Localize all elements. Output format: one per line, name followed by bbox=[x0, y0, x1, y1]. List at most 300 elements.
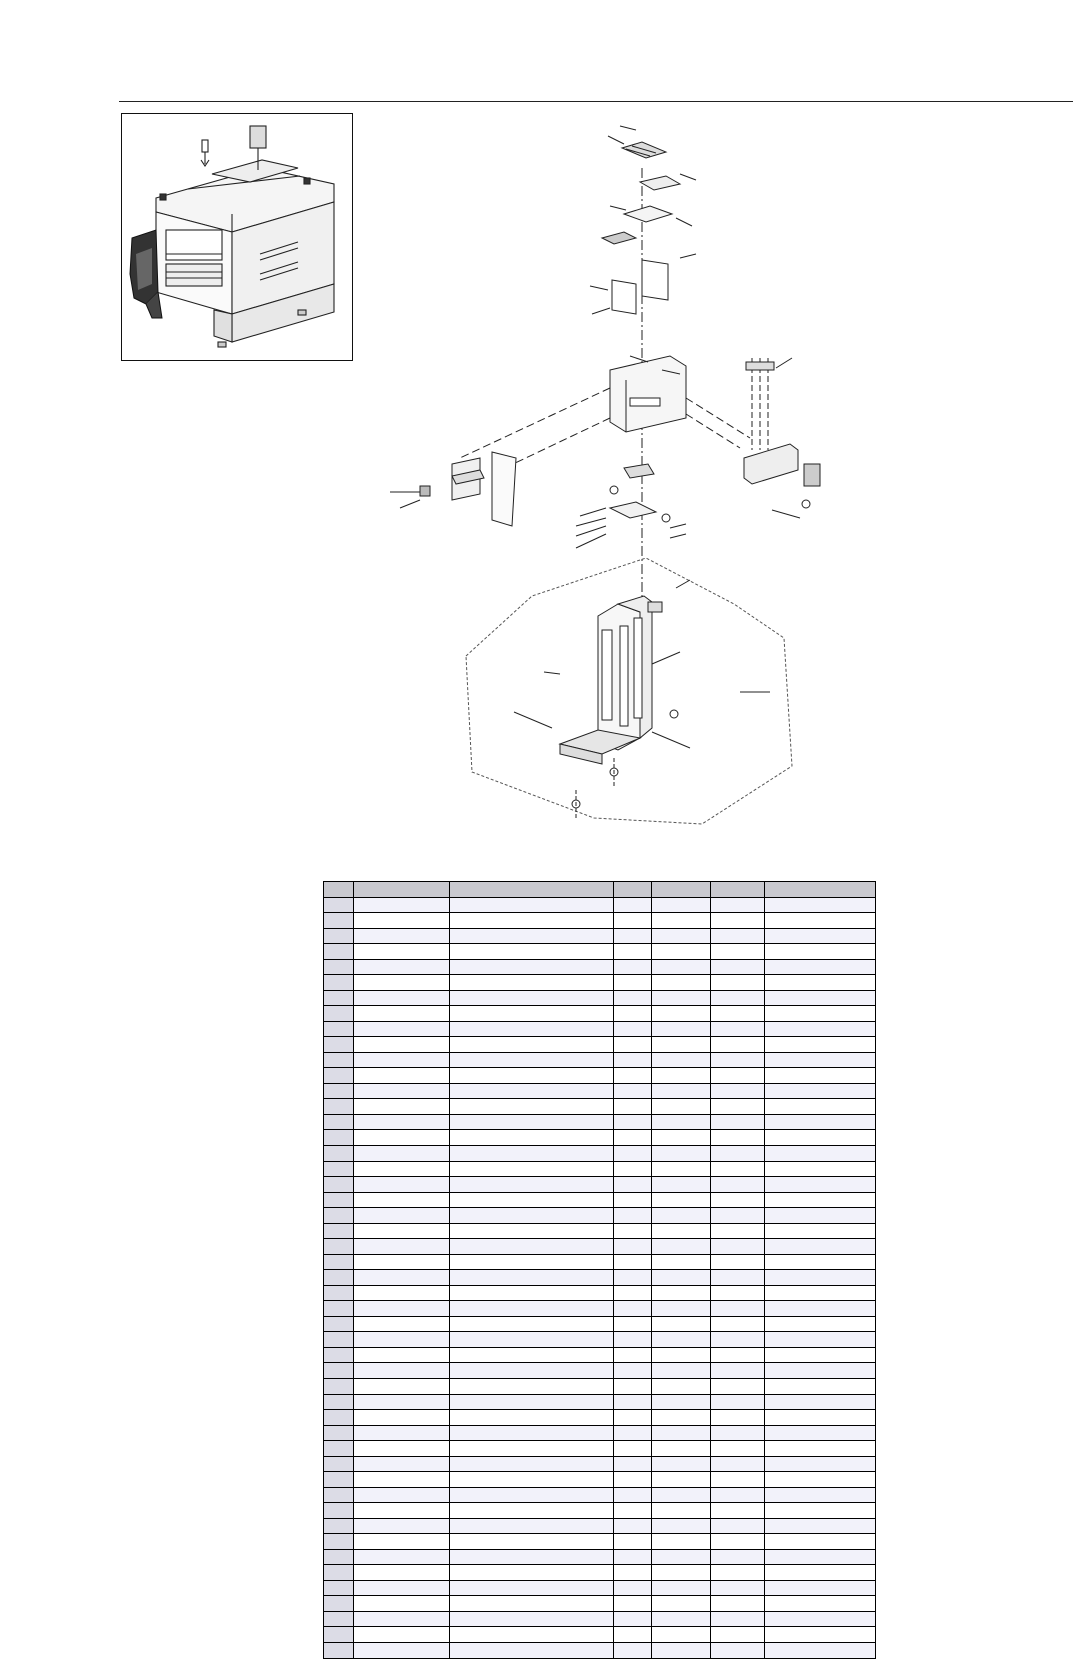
table-row bbox=[324, 1643, 876, 1659]
table-cell bbox=[711, 1083, 765, 1099]
table-cell bbox=[711, 1301, 765, 1317]
table-cell bbox=[711, 1565, 765, 1581]
table-cell bbox=[614, 1285, 652, 1301]
exploded-assembly-diagram bbox=[380, 118, 860, 878]
table-cell bbox=[450, 1223, 614, 1239]
table-cell bbox=[324, 1596, 354, 1612]
parts-list-table bbox=[323, 881, 876, 1659]
table-cell bbox=[652, 1192, 711, 1208]
table-row bbox=[324, 1611, 876, 1627]
table-cell bbox=[450, 1425, 614, 1441]
table-cell bbox=[354, 1410, 450, 1426]
table-row bbox=[324, 1441, 876, 1457]
table-row bbox=[324, 1037, 876, 1053]
table-cell bbox=[324, 1083, 354, 1099]
table-cell bbox=[614, 1037, 652, 1053]
table-cell bbox=[711, 1068, 765, 1084]
table-cell bbox=[652, 1052, 711, 1068]
table-row bbox=[324, 1347, 876, 1363]
table-cell bbox=[652, 1611, 711, 1627]
table-cell bbox=[765, 1441, 876, 1457]
table-row bbox=[324, 944, 876, 960]
table-cell bbox=[652, 1301, 711, 1317]
table-cell bbox=[324, 928, 354, 944]
table-cell bbox=[354, 975, 450, 991]
table-cell bbox=[450, 1596, 614, 1612]
table-cell bbox=[324, 1410, 354, 1426]
table-cell bbox=[324, 1208, 354, 1224]
table-cell bbox=[711, 897, 765, 913]
table-row bbox=[324, 1239, 876, 1255]
table-cell bbox=[324, 1006, 354, 1022]
table-cell bbox=[324, 897, 354, 913]
table-cell bbox=[652, 1083, 711, 1099]
table-cell bbox=[354, 1146, 450, 1162]
table-cell bbox=[614, 975, 652, 991]
table-cell bbox=[450, 1083, 614, 1099]
table-cell bbox=[652, 1037, 711, 1053]
header-cell bbox=[652, 882, 711, 898]
table-cell bbox=[450, 1549, 614, 1565]
table-cell bbox=[450, 990, 614, 1006]
table-cell bbox=[711, 1316, 765, 1332]
table-cell bbox=[324, 1052, 354, 1068]
table-cell bbox=[354, 1130, 450, 1146]
table-cell bbox=[450, 1394, 614, 1410]
table-cell bbox=[765, 1099, 876, 1115]
table-cell bbox=[652, 1378, 711, 1394]
table-cell bbox=[652, 1332, 711, 1348]
table-cell bbox=[614, 1099, 652, 1115]
table-row bbox=[324, 1301, 876, 1317]
table-cell bbox=[652, 913, 711, 929]
table-cell bbox=[450, 1378, 614, 1394]
table-cell bbox=[354, 1254, 450, 1270]
table-cell bbox=[614, 913, 652, 929]
table-row bbox=[324, 1099, 876, 1115]
table-cell bbox=[324, 1549, 354, 1565]
table-row bbox=[324, 1177, 876, 1193]
table-row bbox=[324, 1580, 876, 1596]
table-cell bbox=[765, 990, 876, 1006]
table-cell bbox=[652, 1068, 711, 1084]
table-cell bbox=[614, 928, 652, 944]
table-cell bbox=[450, 1487, 614, 1503]
table-cell bbox=[711, 959, 765, 975]
header-cell bbox=[765, 882, 876, 898]
table-cell bbox=[765, 1223, 876, 1239]
table-row bbox=[324, 1456, 876, 1472]
table-cell bbox=[711, 1643, 765, 1659]
table-cell bbox=[652, 1177, 711, 1193]
header-cell bbox=[614, 882, 652, 898]
table-cell bbox=[450, 1534, 614, 1550]
table-cell bbox=[614, 1425, 652, 1441]
table-cell bbox=[765, 1627, 876, 1643]
table-cell bbox=[354, 1611, 450, 1627]
table-cell bbox=[450, 944, 614, 960]
table-row bbox=[324, 975, 876, 991]
table-cell bbox=[450, 1052, 614, 1068]
table-cell bbox=[450, 1285, 614, 1301]
table-cell bbox=[711, 1472, 765, 1488]
table-row bbox=[324, 1394, 876, 1410]
table-cell bbox=[450, 1006, 614, 1022]
table-cell bbox=[652, 1472, 711, 1488]
table-cell bbox=[450, 1239, 614, 1255]
table-cell bbox=[765, 1285, 876, 1301]
table-cell bbox=[711, 1021, 765, 1037]
table-cell bbox=[711, 1627, 765, 1643]
table-cell bbox=[450, 1347, 614, 1363]
table-cell bbox=[652, 1316, 711, 1332]
table-cell bbox=[765, 1378, 876, 1394]
table-row bbox=[324, 1052, 876, 1068]
table-cell bbox=[614, 1456, 652, 1472]
table-cell bbox=[652, 1534, 711, 1550]
table-cell bbox=[614, 1549, 652, 1565]
table-cell bbox=[450, 959, 614, 975]
table-row bbox=[324, 1565, 876, 1581]
table-row bbox=[324, 1518, 876, 1534]
table-cell bbox=[614, 1146, 652, 1162]
table-cell bbox=[765, 1114, 876, 1130]
table-cell bbox=[652, 1425, 711, 1441]
table-cell bbox=[354, 1487, 450, 1503]
table-cell bbox=[324, 1487, 354, 1503]
table-row bbox=[324, 1378, 876, 1394]
table-cell bbox=[765, 1068, 876, 1084]
table-cell bbox=[711, 1099, 765, 1115]
table-cell bbox=[354, 1378, 450, 1394]
table-cell bbox=[652, 897, 711, 913]
table-cell bbox=[354, 1580, 450, 1596]
table-cell bbox=[711, 1363, 765, 1379]
table-cell bbox=[324, 1223, 354, 1239]
table-cell bbox=[614, 1503, 652, 1519]
table-cell bbox=[652, 1146, 711, 1162]
table-cell bbox=[450, 1130, 614, 1146]
table-cell bbox=[652, 928, 711, 944]
table-row bbox=[324, 1270, 876, 1286]
table-cell bbox=[354, 1301, 450, 1317]
table-cell bbox=[354, 1114, 450, 1130]
table-cell bbox=[324, 1161, 354, 1177]
table-cell bbox=[652, 975, 711, 991]
table-cell bbox=[765, 1021, 876, 1037]
table-header-row bbox=[324, 882, 876, 898]
table-cell bbox=[614, 1270, 652, 1286]
table-cell bbox=[765, 1534, 876, 1550]
table-row bbox=[324, 1410, 876, 1426]
table-cell bbox=[354, 913, 450, 929]
table-cell bbox=[765, 1270, 876, 1286]
table-cell bbox=[711, 944, 765, 960]
table-cell bbox=[614, 1052, 652, 1068]
table-cell bbox=[324, 1518, 354, 1534]
table-cell bbox=[354, 1223, 450, 1239]
table-cell bbox=[765, 913, 876, 929]
table-cell bbox=[324, 1643, 354, 1659]
table-cell bbox=[614, 1627, 652, 1643]
table-cell bbox=[765, 897, 876, 913]
machine-overview-inset bbox=[121, 113, 353, 361]
table-cell bbox=[354, 1006, 450, 1022]
table-cell bbox=[765, 975, 876, 991]
table-cell bbox=[711, 1332, 765, 1348]
table-cell bbox=[324, 1565, 354, 1581]
table-row bbox=[324, 1114, 876, 1130]
table-cell bbox=[652, 1363, 711, 1379]
table-cell bbox=[450, 1456, 614, 1472]
table-row bbox=[324, 959, 876, 975]
table-cell bbox=[450, 1192, 614, 1208]
table-cell bbox=[614, 1347, 652, 1363]
table-cell bbox=[652, 1394, 711, 1410]
table-cell bbox=[652, 1347, 711, 1363]
table-cell bbox=[324, 959, 354, 975]
table-cell bbox=[450, 913, 614, 929]
table-cell bbox=[324, 1394, 354, 1410]
table-cell bbox=[324, 1270, 354, 1286]
table-cell bbox=[765, 1146, 876, 1162]
table-cell bbox=[354, 1441, 450, 1457]
table-cell bbox=[765, 1332, 876, 1348]
table-cell bbox=[324, 1363, 354, 1379]
table-cell bbox=[652, 959, 711, 975]
table-cell bbox=[652, 1130, 711, 1146]
table-cell bbox=[765, 1037, 876, 1053]
table-row bbox=[324, 1472, 876, 1488]
table-cell bbox=[652, 1518, 711, 1534]
table-cell bbox=[711, 1394, 765, 1410]
table-row bbox=[324, 1596, 876, 1612]
table-cell bbox=[324, 1254, 354, 1270]
table-cell bbox=[450, 1146, 614, 1162]
table-row bbox=[324, 1363, 876, 1379]
table-cell bbox=[765, 1316, 876, 1332]
table-cell bbox=[354, 1549, 450, 1565]
table-cell bbox=[450, 1021, 614, 1037]
table-cell bbox=[354, 1270, 450, 1286]
table-cell bbox=[765, 1549, 876, 1565]
table-cell bbox=[652, 1114, 711, 1130]
table-cell bbox=[324, 1099, 354, 1115]
table-cell bbox=[765, 1052, 876, 1068]
table-cell bbox=[324, 975, 354, 991]
table-cell bbox=[765, 1161, 876, 1177]
table-cell bbox=[354, 1083, 450, 1099]
table-cell bbox=[652, 1643, 711, 1659]
table-row bbox=[324, 928, 876, 944]
table-cell bbox=[711, 1410, 765, 1426]
table-cell bbox=[614, 897, 652, 913]
table-cell bbox=[354, 897, 450, 913]
table-cell bbox=[765, 944, 876, 960]
table-cell bbox=[354, 928, 450, 944]
table-cell bbox=[711, 1223, 765, 1239]
table-cell bbox=[450, 1316, 614, 1332]
table-cell bbox=[450, 1037, 614, 1053]
table-cell bbox=[711, 1037, 765, 1053]
table-row bbox=[324, 913, 876, 929]
table-cell bbox=[614, 1643, 652, 1659]
header-rule bbox=[119, 101, 1073, 102]
table-cell bbox=[450, 1643, 614, 1659]
table-cell bbox=[652, 1006, 711, 1022]
table-cell bbox=[324, 1347, 354, 1363]
table-cell bbox=[711, 1285, 765, 1301]
table-cell bbox=[450, 928, 614, 944]
table-cell bbox=[614, 1518, 652, 1534]
table-cell bbox=[324, 1068, 354, 1084]
table-cell bbox=[652, 1208, 711, 1224]
table-cell bbox=[765, 1643, 876, 1659]
table-cell bbox=[354, 1347, 450, 1363]
table-cell bbox=[450, 1363, 614, 1379]
table-cell bbox=[354, 1332, 450, 1348]
table-row bbox=[324, 1083, 876, 1099]
table-cell bbox=[324, 944, 354, 960]
table-cell bbox=[354, 1425, 450, 1441]
table-cell bbox=[765, 1518, 876, 1534]
table-cell bbox=[711, 1208, 765, 1224]
table-cell bbox=[765, 1208, 876, 1224]
parts-table-body bbox=[324, 897, 876, 1659]
table-cell bbox=[450, 1565, 614, 1581]
table-cell bbox=[614, 1580, 652, 1596]
table-row bbox=[324, 1285, 876, 1301]
table-cell bbox=[450, 975, 614, 991]
table-cell bbox=[324, 1611, 354, 1627]
table-row bbox=[324, 1549, 876, 1565]
table-cell bbox=[765, 1301, 876, 1317]
table-cell bbox=[614, 1363, 652, 1379]
table-row bbox=[324, 1223, 876, 1239]
table-cell bbox=[711, 1456, 765, 1472]
table-cell bbox=[765, 1130, 876, 1146]
table-cell bbox=[354, 1503, 450, 1519]
table-cell bbox=[614, 959, 652, 975]
table-cell bbox=[450, 1254, 614, 1270]
table-row bbox=[324, 897, 876, 913]
table-cell bbox=[711, 1378, 765, 1394]
table-cell bbox=[324, 1425, 354, 1441]
table-cell bbox=[324, 1378, 354, 1394]
table-cell bbox=[652, 1223, 711, 1239]
header-cell bbox=[450, 882, 614, 898]
table-cell bbox=[652, 1549, 711, 1565]
table-cell bbox=[711, 1130, 765, 1146]
table-cell bbox=[765, 1177, 876, 1193]
table-cell bbox=[450, 1611, 614, 1627]
table-cell bbox=[614, 1006, 652, 1022]
table-cell bbox=[354, 1316, 450, 1332]
table-cell bbox=[765, 1565, 876, 1581]
table-cell bbox=[765, 1456, 876, 1472]
table-cell bbox=[711, 1239, 765, 1255]
table-cell bbox=[652, 990, 711, 1006]
table-cell bbox=[765, 1083, 876, 1099]
table-cell bbox=[354, 1534, 450, 1550]
table-cell bbox=[450, 1068, 614, 1084]
table-cell bbox=[614, 1410, 652, 1426]
table-row bbox=[324, 1068, 876, 1084]
table-cell bbox=[354, 1363, 450, 1379]
table-cell bbox=[711, 913, 765, 929]
table-cell bbox=[614, 1254, 652, 1270]
table-cell bbox=[354, 1472, 450, 1488]
table-cell bbox=[614, 1565, 652, 1581]
table-cell bbox=[765, 1394, 876, 1410]
table-cell bbox=[711, 1177, 765, 1193]
table-cell bbox=[652, 1021, 711, 1037]
table-cell bbox=[324, 913, 354, 929]
table-cell bbox=[765, 1472, 876, 1488]
header-cell bbox=[711, 882, 765, 898]
table-cell bbox=[614, 1534, 652, 1550]
table-cell bbox=[614, 1068, 652, 1084]
table-cell bbox=[614, 1239, 652, 1255]
table-cell bbox=[354, 1192, 450, 1208]
table-cell bbox=[614, 1611, 652, 1627]
table-cell bbox=[450, 1177, 614, 1193]
table-cell bbox=[711, 928, 765, 944]
table-cell bbox=[711, 1549, 765, 1565]
table-row bbox=[324, 990, 876, 1006]
table-cell bbox=[614, 1161, 652, 1177]
table-cell bbox=[652, 1099, 711, 1115]
table-cell bbox=[450, 1441, 614, 1457]
table-row bbox=[324, 1161, 876, 1177]
table-cell bbox=[324, 1114, 354, 1130]
table-cell bbox=[354, 1052, 450, 1068]
exploded-assembly-view-icon bbox=[380, 118, 860, 878]
table-cell bbox=[652, 1285, 711, 1301]
table-cell bbox=[711, 1441, 765, 1457]
table-cell bbox=[450, 1099, 614, 1115]
table-cell bbox=[614, 1130, 652, 1146]
table-cell bbox=[765, 1239, 876, 1255]
table-cell bbox=[614, 1021, 652, 1037]
table-cell bbox=[765, 1363, 876, 1379]
table-cell bbox=[324, 1192, 354, 1208]
table-cell bbox=[324, 1456, 354, 1472]
table-cell bbox=[652, 1456, 711, 1472]
table-cell bbox=[354, 1021, 450, 1037]
table-cell bbox=[450, 1161, 614, 1177]
table-cell bbox=[354, 1037, 450, 1053]
table-cell bbox=[354, 1596, 450, 1612]
table-row bbox=[324, 1316, 876, 1332]
table-cell bbox=[450, 1208, 614, 1224]
table-cell bbox=[765, 928, 876, 944]
table-cell bbox=[324, 1285, 354, 1301]
table-cell bbox=[324, 1301, 354, 1317]
table-cell bbox=[354, 990, 450, 1006]
table-row bbox=[324, 1021, 876, 1037]
table-cell bbox=[324, 1177, 354, 1193]
table-cell bbox=[652, 944, 711, 960]
table-cell bbox=[354, 1627, 450, 1643]
table-cell bbox=[652, 1239, 711, 1255]
table-cell bbox=[652, 1441, 711, 1457]
table-cell bbox=[652, 1503, 711, 1519]
table-cell bbox=[765, 1487, 876, 1503]
table-cell bbox=[711, 1611, 765, 1627]
table-cell bbox=[765, 1580, 876, 1596]
table-cell bbox=[354, 1099, 450, 1115]
